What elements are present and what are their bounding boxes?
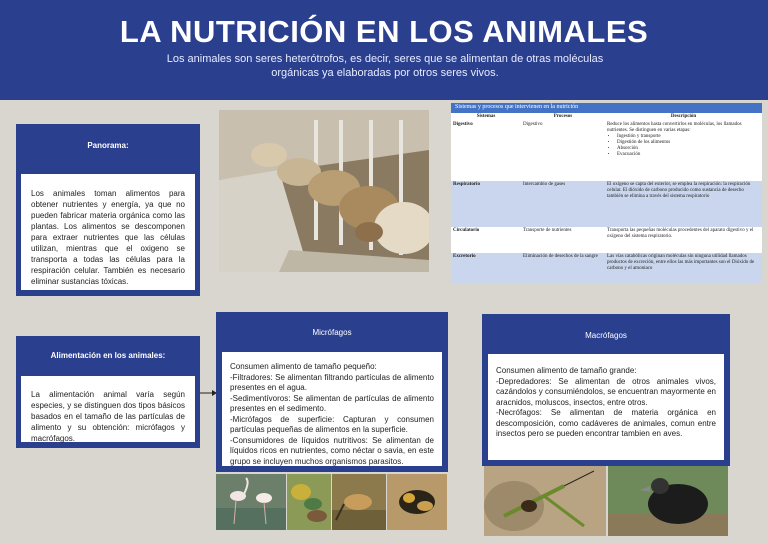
table-header: Descripción bbox=[605, 113, 762, 121]
table-cell-process: Transporte de nutrientes bbox=[521, 227, 605, 253]
list-item: • Digestión de los alimentos bbox=[617, 140, 760, 146]
table-header: Sistemas bbox=[451, 113, 521, 121]
macrofagos-line: -Necrófagos: Se alimentan de materia orgánica en descomposición, como cadáveres de animales, comun entre insectos pero se pueden encontrar tambien en aves. bbox=[496, 408, 716, 438]
table-cell-process: Digestivo bbox=[521, 121, 605, 181]
macrofagos-line: Consumen alimento de tamaño grande: bbox=[496, 366, 637, 375]
table-cell-description: Transporta las pequeñas moléculas procedentes del aparato digestivo y el oxígeno del sistema respiratorio. bbox=[605, 227, 762, 253]
microfagos-line: -Consumidores de líquidos nutritivos: Se alimentan de líquidos ricos en nutrientes, como néctar o savia, en este grupo se incluyen muchos organismos parasitos. bbox=[230, 435, 434, 466]
microfagos-line: -Filtradores: Se alimentan filtrando partículas de alimento presentes en el agua. bbox=[230, 372, 434, 392]
page-title: LA NUTRICIÓN EN LOS ANIMALES bbox=[119, 14, 649, 49]
table-cell-process: Eliminación de desechos de la sangre bbox=[521, 253, 605, 283]
table-row bbox=[451, 121, 762, 181]
cattle-feeding-photo bbox=[219, 110, 429, 272]
alimentacion-title: Alimentación en los animales: bbox=[50, 351, 166, 360]
alimentacion-text: La alimentación animal varía según especies, y se distinguen dos tipos básicos basados en el tamaño de las partículas de alimento y su obtención: micrófagos y macrófagos. bbox=[21, 376, 195, 442]
hummingbird-photo bbox=[287, 474, 331, 530]
panorama-text: Los animales toman alimentos para obtener nutrientes y energía, ya que no pueden fabricar materia orgánica como las plantas. Los alimentos se descomponen para extraer nutrientes que las células utilizan, mientras que el oxigeno se transporta a todas las células para la respiración celular. También es necesario eliminar sustancias tóxicas. bbox=[21, 174, 195, 290]
description-text: Reduce los alimentos hasta convertirlos en moléculas, los llamados nutrientes. Se distinguen en varias etapas: bbox=[607, 122, 742, 133]
microfagos-line: Consumen alimento de tamaño pequeño: bbox=[230, 362, 377, 371]
microfagos-title: Micrófagos bbox=[312, 328, 352, 337]
stage-list bbox=[607, 134, 760, 158]
alimentacion-box bbox=[16, 336, 200, 448]
table-cell-process: Intercambio de gases bbox=[521, 181, 605, 227]
table-cell-system: Respiratorio bbox=[451, 181, 521, 227]
table-row bbox=[451, 181, 762, 227]
table-cell-system: Excretorio bbox=[451, 253, 521, 283]
table-cell-description: Las vías catabólicas originan moléculas sin ninguna utilidad llamados productos de excreción, entre ellos las más importantes son el Dióxido de carbono y el amoniaco bbox=[605, 253, 762, 283]
list-item: • Evacuación bbox=[617, 152, 760, 158]
table-row bbox=[451, 227, 762, 253]
list-item: • Absorción bbox=[617, 146, 760, 152]
table-row bbox=[451, 253, 762, 283]
microfagos-box bbox=[216, 312, 448, 472]
nutrition-systems-table bbox=[451, 103, 762, 273]
microfagos-line: -Micrófagos de superficie: Capturan y consumen partículas pequeñas de alimentos en la superficie. bbox=[230, 414, 434, 434]
panorama-box bbox=[16, 124, 200, 296]
macrofagos-title: Macrófagos bbox=[585, 331, 627, 340]
bird-feeding-photo bbox=[332, 474, 386, 530]
microfagos-line: -Sedimentívoros: Se alimentan de partículas de alimento presentes en el sedimento. bbox=[230, 393, 434, 413]
flamingo-photo bbox=[216, 474, 286, 530]
macrofagos-line: -Depredadores: Se alimentan de otros animales vivos, cazándolos y consumiéndolos, se encuentran mayormente en aracnidos, moluscos, insectos, entre otros. bbox=[496, 376, 716, 407]
list-item: • Ingestión y transporte bbox=[617, 134, 760, 140]
table-caption: Sistemas y procesos que intervienen en la nutrición bbox=[451, 103, 762, 113]
microfagos-text bbox=[222, 352, 442, 466]
mantis-photo bbox=[484, 466, 606, 536]
table-cell-description: El oxígeno se capta del exterior, se emplea la respiración: la respiración celular. El dióxido de carbono producido como sustancia de desecho también se elimina a través del sistema respiratorio bbox=[605, 181, 762, 227]
table-cell-system: Circulatorio bbox=[451, 227, 521, 253]
table-cell-description bbox=[605, 121, 762, 181]
header-banner bbox=[0, 0, 768, 100]
table-cell-system: Digestivo bbox=[451, 121, 521, 181]
macrofagos-box bbox=[482, 314, 730, 466]
vulture-photo bbox=[608, 466, 728, 536]
table-header: Procesos bbox=[521, 113, 605, 121]
mosquito-photo bbox=[387, 474, 447, 530]
panorama-title: Panorama: bbox=[87, 141, 129, 150]
page-subtitle: Los animales son seres heterótrofos, es decir, seres que se alimentan de otras moléculas orgánicas ya elaboradas por otros seres vivos. bbox=[166, 53, 604, 79]
macrofagos-text bbox=[488, 354, 724, 460]
